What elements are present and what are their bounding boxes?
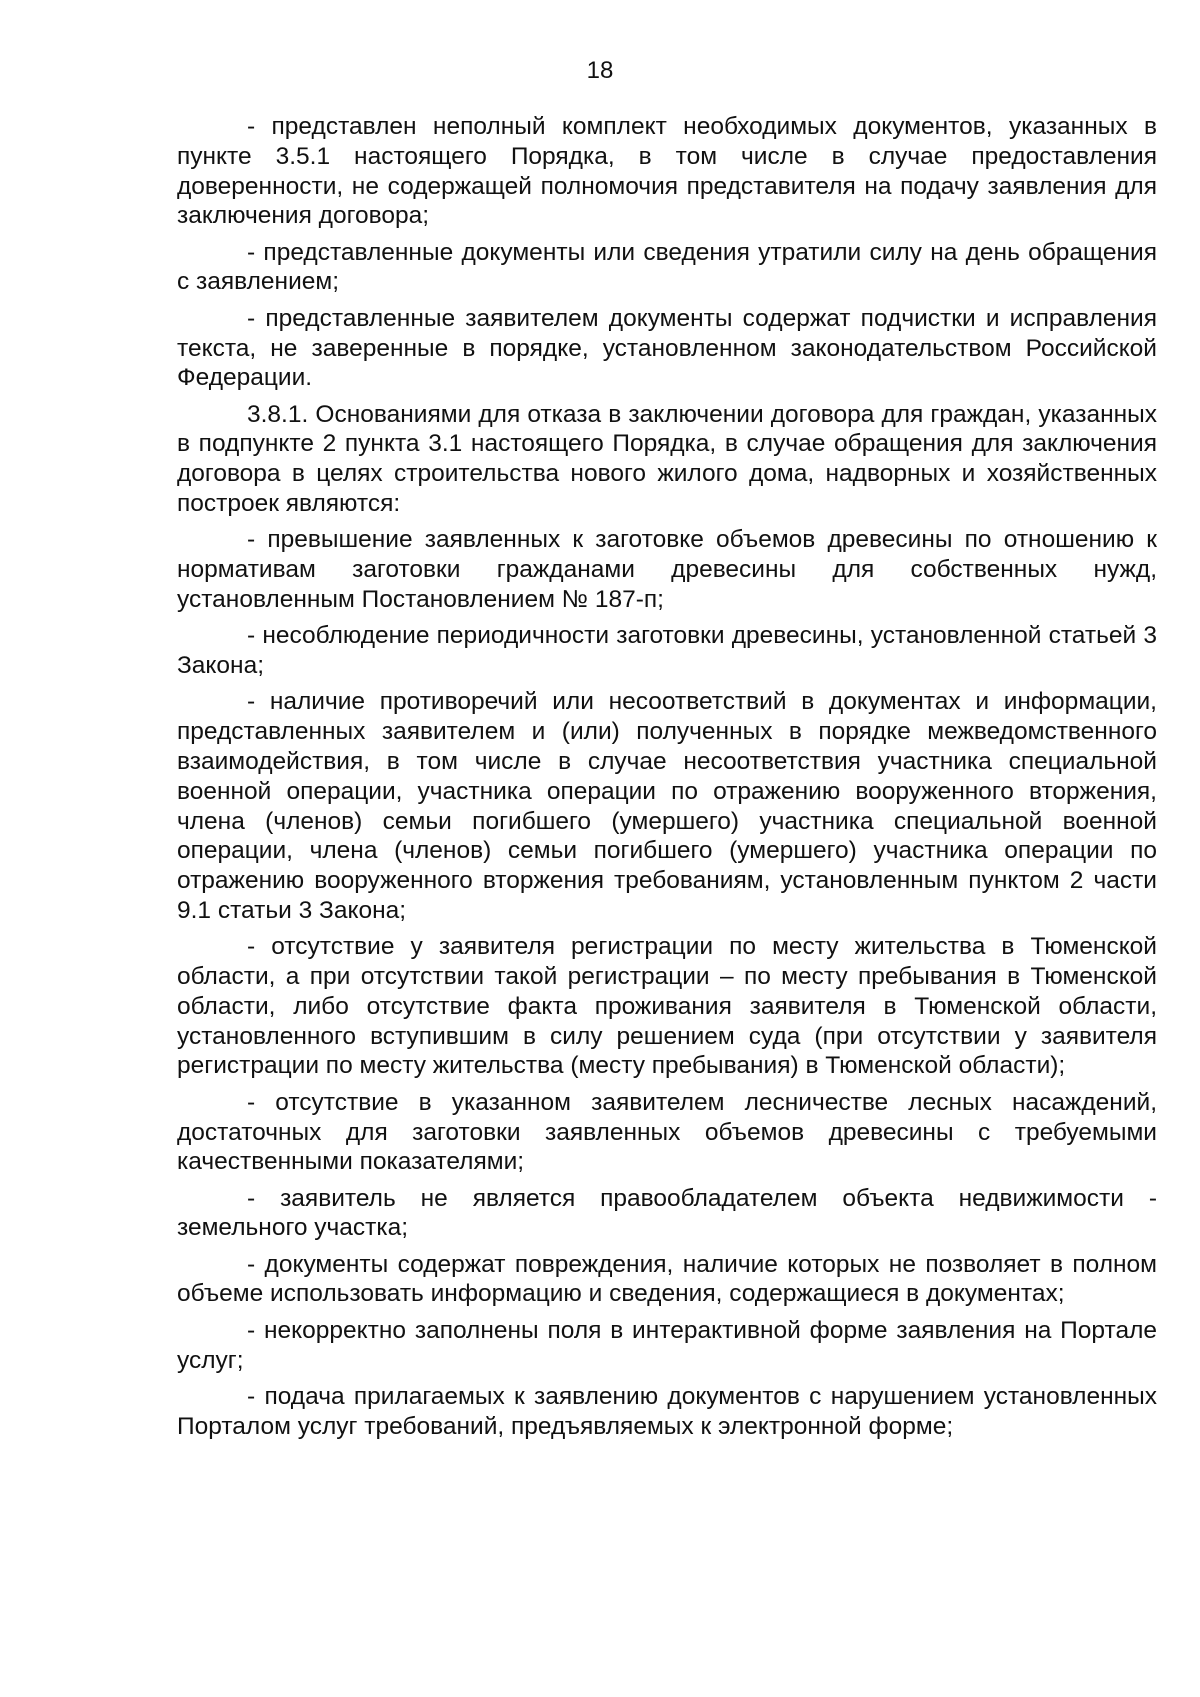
paragraph-not-owner: - заявитель не является правообладателем объекта недвижимости - земельного участка;	[177, 1184, 1157, 1242]
paragraph-expired-documents: - представленные документы или сведения утратили силу на день обращения с заявлением;	[177, 238, 1157, 296]
paragraph-no-registration: - отсутствие у заявителя регистрации по месту жительства в Тюменской области, а при отсутствии такой регистрации – по месту пребывания в Тюменской области, либо отсутствие факта проживания заявителя в Тюменской области, установленного вступившим в силу решением суда (при отсутствии у заявителя регистрации по месту жительства (месту пребывания) в Тюменской области);	[177, 933, 1157, 1080]
paragraph-no-forest-stands: - отсутствие в указанном заявителем лесничестве лесных насаждений, достаточных для заготовки заявленных объемов древесины с требуемыми качественными показателями;	[177, 1088, 1157, 1176]
paragraph-incorrect-fields: - некорректно заполнены поля в интерактивной форме заявления на Портале услуг;	[177, 1316, 1157, 1374]
paragraph-format-violation: - подача прилагаемых к заявлению документов с нарушением установленных Порталом услуг требований, предъявляемых к электронной форме;	[177, 1382, 1157, 1440]
paragraph-volume-exceeded: - превышение заявленных к заготовке объемов древесины по отношению к нормативам заготовки гражданами древесины для собственных нужд, установленным Постановлением № 187-п;	[177, 526, 1157, 613]
document-body	[177, 112, 1157, 1448]
paragraph-periodicity: - несоблюдение периодичности заготовки древесины, установленной статьей 3 Закона;	[177, 622, 1157, 680]
paragraph-damaged-documents: - документы содержат повреждения, наличие которых не позволяет в полном объеме использовать информацию и сведения, содержащиеся в документах;	[177, 1250, 1157, 1308]
paragraph-clause-3-8-1: 3.8.1. Основаниями для отказа в заключении договора для граждан, указанных в подпункте 2 пункта 3.1 настоящего Порядка, в случае обращения для заключения договора в целях строительства нового жилого дома, надворных и хозяйственных построек являются:	[177, 400, 1157, 518]
paragraph-corrections: - представленные заявителем документы содержат подчистки и исправления текста, не заверенные в порядке, установленном законодательством Российской Федерации.	[177, 304, 1157, 392]
page-number: 18	[586, 57, 614, 84]
paragraph-incomplete-documents: - представлен неполный комплект необходимых документов, указанных в пункте 3.5.1 настоящего Порядка, в том числе в случае предоставления доверенности, не содержащей полномочия представителя на подачу заявления для заключения договора;	[177, 113, 1157, 230]
paragraph-contradictions: - наличие противоречий или несоответствий в документах и информации, представленных заявителем и (или) полученных в порядке межведомственного взаимодействия, в том числе в случае несоответствия участника специальной военной операции, участника операции по отражению вооруженного вторжения, члена (членов) семьи погибшего (умершего) участника специальной военной операции, члена (членов) семьи погибшего (умершего) участника операции по отражению вооруженного вторжения требованиям, установленным пунктом 2 части 9.1 статьи 3 Закона;	[177, 688, 1157, 924]
